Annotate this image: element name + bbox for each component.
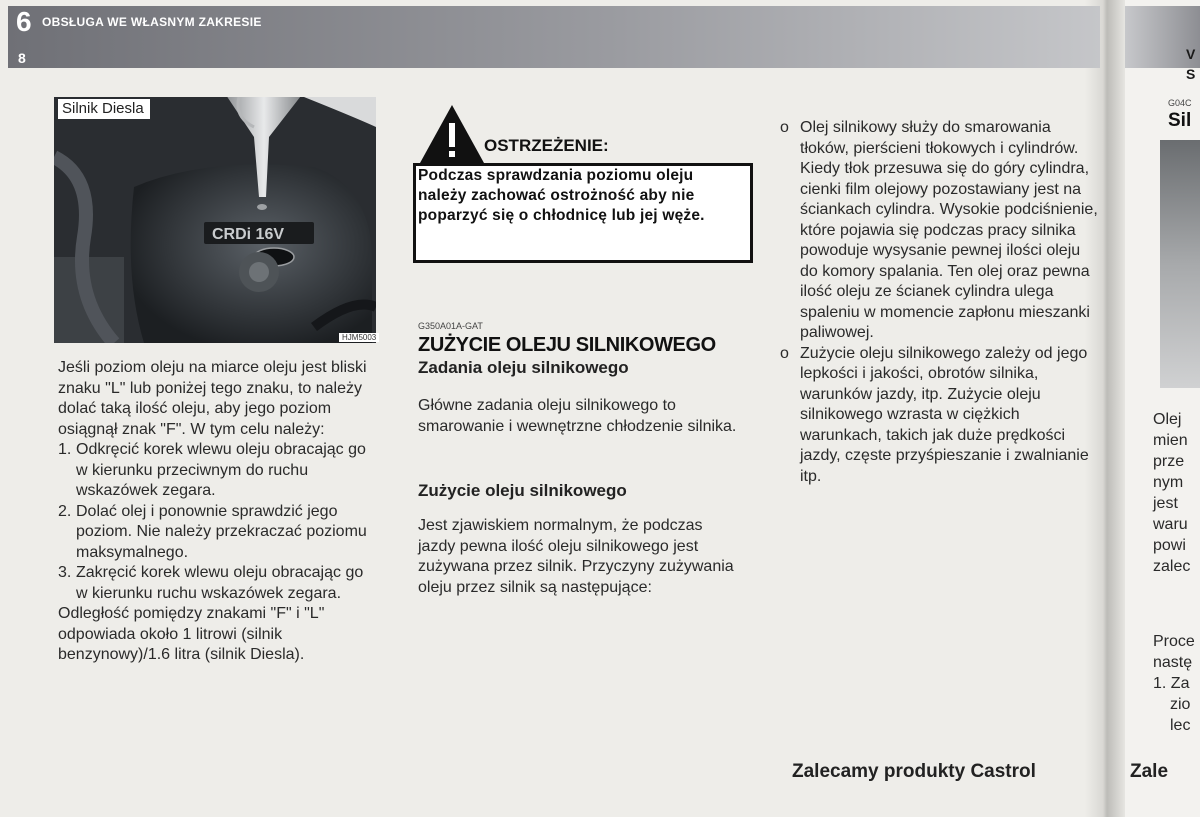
right-line: nym xyxy=(1153,474,1184,491)
engine-label: CRDi 16V xyxy=(212,226,285,243)
step-number: 3. xyxy=(58,564,72,581)
warning-title: OSTRZEŻENIE: xyxy=(484,136,609,155)
footer-recommendation: Zalecamy produkty Castrol xyxy=(792,761,1036,782)
paragraph-2: Jest zjawiskiem normalnym, że podczas jazdy pewna ilość oleju silnikowego jest zużywana przez silnik. Przyczyny zużywania oleju przez silnik są następujące: xyxy=(418,517,734,596)
right-header-line-2: S xyxy=(1186,66,1196,82)
list-item xyxy=(58,502,376,564)
right-line: waru xyxy=(1153,516,1188,533)
photo-caption: Silnik Diesla xyxy=(58,99,150,119)
bullet-text: Olej silnikowy służy do smarowania tłoków, pierścieni tłokowych i cylindrów. Kiedy tłok przesuwa się do góry cylindra, cienki film olejowy pozostawiany jest na ściankach cylindra. Wysokie podciśnienie, które pojawia się podczas pracy silnika powoduje wysysanie pewnej ilości oleju do komory spalania. Ten olej oraz pewna ilość oleju ze ścianek cylindra ulega spaleniu w momencie zapłonu mieszanki paliwowej. xyxy=(800,119,1098,341)
right-footer-fragment: Zale xyxy=(1130,761,1169,782)
chapter-number: 6 xyxy=(16,6,32,37)
paragraph-1: Główne zadania oleju silnikowego to smarowanie i wewnętrzne chłodzenie silnika. xyxy=(418,397,737,435)
right-line: lec xyxy=(1170,717,1191,734)
column-1-text xyxy=(58,358,376,666)
warning-triangle-icon xyxy=(418,103,486,165)
right-line: jest xyxy=(1153,495,1178,512)
engine-photo xyxy=(54,97,376,343)
right-line: zalec xyxy=(1153,558,1191,575)
right-section-heading: Sil xyxy=(1168,110,1192,131)
step-text: Dolać olej i ponownie sprawdzić jego poziom. Nie należy przekraczać poziomu maksymalnego. xyxy=(76,502,367,561)
right-header-line-1: V xyxy=(1186,46,1196,62)
list-item xyxy=(58,440,376,502)
page-number: 8 xyxy=(18,50,26,66)
bullet-item xyxy=(780,118,1100,344)
engine-illustration xyxy=(54,97,376,343)
bullet-icon: o xyxy=(780,344,789,362)
right-line: powi xyxy=(1153,537,1186,554)
subsection-title-2: Zużycie oleju silnikowego xyxy=(418,481,627,500)
photo-code: HJM5003 xyxy=(339,333,379,342)
right-page-photo xyxy=(1160,140,1200,388)
right-line: zio xyxy=(1170,696,1191,713)
right-line: Proce xyxy=(1153,633,1195,650)
step-text: Odkręcić korek wlewu oleju obracając go w kierunku przeciwnym do ruchu wskazówek zegara. xyxy=(76,441,366,499)
subsection-title-1: Zadania oleju silnikowego xyxy=(418,358,629,377)
right-line: nastę xyxy=(1153,654,1193,671)
steps-list xyxy=(58,440,376,604)
step-number: 1. xyxy=(58,441,72,458)
step-text: Zakręcić korek wlewu oleju obracając go w kierunku ruchu wskazówek zegara. xyxy=(76,564,364,602)
column-3-text xyxy=(780,118,1100,487)
intro-paragraph: Jeśli poziom oleju na miarce oleju jest bliski znaku "L" lub poniżej tego znaku, to należy dolać taką ilość oleju, aby jego poziom osiągnął znak "F". W tym celu należy: xyxy=(58,359,367,438)
section-title: ZUŻYCIE OLEJU SILNIKOWEGO xyxy=(418,334,716,356)
chapter-title: OBSŁUGA WE WŁASNYM ZAKRESIE xyxy=(42,15,262,29)
section-code: G350A01A-GAT xyxy=(418,321,483,331)
bullet-icon: o xyxy=(780,119,789,136)
right-line: 1. Za xyxy=(1153,675,1190,692)
right-line: prze xyxy=(1153,453,1185,470)
bullet-item xyxy=(780,344,1100,488)
bullet-text: Zużycie oleju silnikowego zależy od jego lepkości i jakości, obrotów silnika, warunków jazdy, itp. Zużycie oleju silnikowego wzrasta w ciężkich warunkach, takich jak duże prędkości jazdy, częste przyśpieszanie i zwalnianie itp. xyxy=(800,344,1089,485)
step-number: 2. xyxy=(58,502,72,520)
right-line: mien xyxy=(1153,432,1188,449)
list-item xyxy=(58,563,376,604)
right-line: Olej xyxy=(1153,411,1182,428)
right-section-code: G04C xyxy=(1168,98,1192,108)
warning-body: Podczas sprawdzania poziomu oleju należy zachować ostrożność aby nie poparzyć się o chłodnicę lub jej węże. xyxy=(418,167,705,224)
outro-paragraph: Odległość pomiędzy znakami "F" i "L" odpowiada około 1 litrowi (silnik benzynowy)/1.6 litra (silnik Diesla). xyxy=(58,605,325,663)
